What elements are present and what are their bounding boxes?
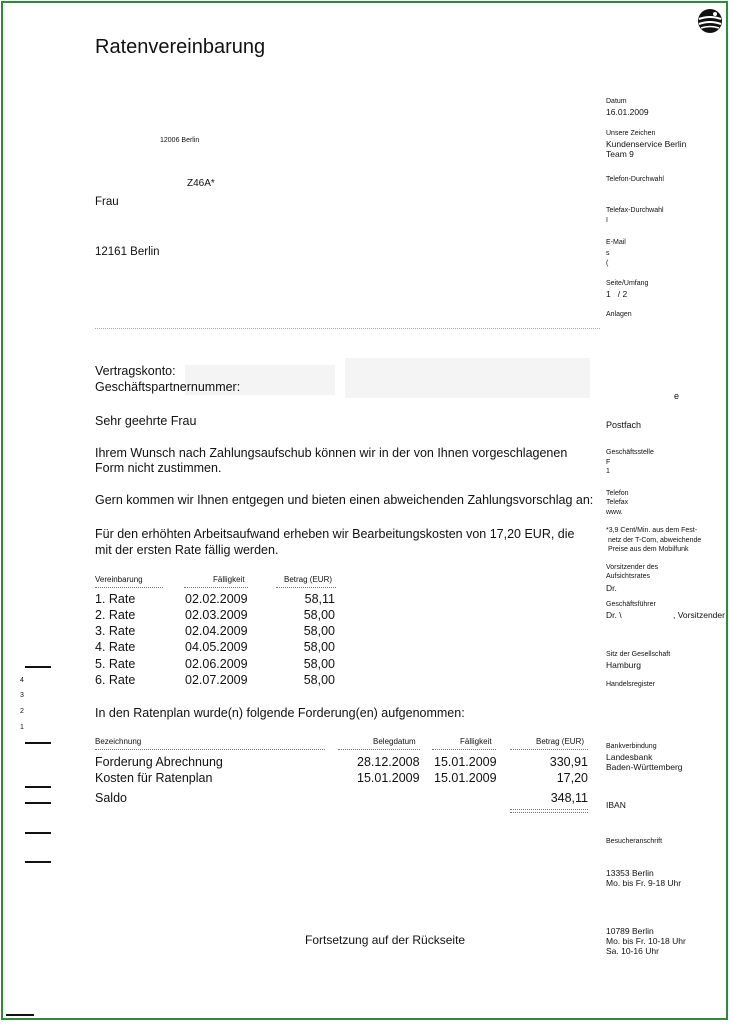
page-title: Ratenvereinbarung xyxy=(95,36,266,58)
paragraph-3-line-1: Für den erhöhten Arbeitsaufwand erheben wir Bearbeitungskosten von 17,20 EUR, die xyxy=(95,527,575,541)
rate-label: 2. Rate xyxy=(95,608,136,622)
claims-header-faelligkeit: Fälligkeit xyxy=(460,737,492,746)
geschaeftsstelle-value-2: 1 xyxy=(606,468,610,475)
www-line: www. xyxy=(606,509,623,516)
rates-header-rule xyxy=(95,587,163,588)
addr1-city: 13353 Berlin xyxy=(606,868,654,878)
cent-note-3: Preise aus dem Mobilfunk xyxy=(608,546,689,553)
seite-label: Seite/Umfang xyxy=(606,280,649,287)
gpnr-label: Geschäftspartnernummer: xyxy=(95,380,241,394)
header-separator xyxy=(95,328,600,329)
rates-header-betrag: Betrag (EUR) xyxy=(284,575,333,584)
margin-tick: 1 xyxy=(20,724,24,731)
company-logo-icon xyxy=(696,6,724,36)
gf-value-a: Dr. \ xyxy=(606,610,622,620)
telefon-line: Telefon xyxy=(606,490,629,497)
rate-amount: 58,00 xyxy=(303,657,335,671)
rate-date: 02.03.2009 xyxy=(185,608,248,622)
vorsitz-label-2: Aufsichtsrates xyxy=(606,573,650,580)
claim-faelligkeit: 15.01.2009 xyxy=(434,771,497,785)
recipient-city: 12161 Berlin xyxy=(95,246,160,258)
datum-label: Datum xyxy=(606,98,627,105)
reference-code: Z46A* xyxy=(187,178,215,189)
claim-description: Kosten für Ratenplan xyxy=(95,771,213,785)
claims-header-rule xyxy=(95,749,325,750)
claims-header-rule xyxy=(432,749,496,750)
telefax-line: Telefax xyxy=(606,499,629,506)
seite-value: 1 / 2 xyxy=(606,289,628,299)
telefon-label: Telefon-Durchwahl xyxy=(606,176,664,183)
fold-mark xyxy=(6,1014,34,1016)
claim-amount: 330,91 xyxy=(549,755,588,769)
claims-header-bezeichnung: Bezeichnung xyxy=(95,737,142,746)
paragraph-2: Gern kommen wir Ihnen entgegen und bieten einen abweichenden Zahlungsvorschlag an: xyxy=(95,493,594,507)
sitz-label: Sitz der Gesellschaft xyxy=(606,651,671,658)
rate-date: 02.07.2009 xyxy=(185,673,248,687)
rate-amount: 58,00 xyxy=(303,624,335,638)
vertragskonto-label: Vertragskonto: xyxy=(95,364,176,378)
claims-header-rule xyxy=(510,749,588,750)
margin-tick: 3 xyxy=(20,692,24,699)
paragraph-3-line-2: mit der ersten Rate fällig werden. xyxy=(95,543,279,557)
sidebar-fragment: e xyxy=(674,391,680,401)
email-label: E-Mail xyxy=(606,239,626,246)
vorsitz-label-1: Vorsitzender des xyxy=(606,564,659,571)
handelsregister-label: Handelsregister xyxy=(606,681,656,688)
claims-header-rule xyxy=(338,749,420,750)
gf-label: Geschäftsführer xyxy=(606,601,656,608)
rates-header-faelligkeit: Fälligkeit xyxy=(213,575,245,584)
claim-belegdatum: 15.01.2009 xyxy=(357,771,420,785)
zeichen-value-1: Kundenservice Berlin xyxy=(606,139,687,149)
claim-amount: 17,20 xyxy=(556,771,588,785)
claims-header-betrag: Betrag (EUR) xyxy=(536,737,585,746)
rate-amount: 58,00 xyxy=(303,673,335,687)
redacted-area xyxy=(345,358,590,398)
rate-label: 5. Rate xyxy=(95,657,136,671)
recipient-salutation: Frau xyxy=(95,196,119,208)
zeichen-value-2: Team 9 xyxy=(606,149,634,159)
paragraph-1-line-2: Form nicht zustimmen. xyxy=(95,461,222,475)
rate-label: 6. Rate xyxy=(95,673,136,687)
saldo-value: 348,11 xyxy=(550,791,588,805)
claim-description: Forderung Abrechnung xyxy=(95,755,223,769)
gf-value-b: , Vorsitzender xyxy=(673,610,725,620)
sitz-value: Hamburg xyxy=(606,660,641,670)
claim-belegdatum: 28.12.2008 xyxy=(357,755,420,769)
fold-mark xyxy=(25,861,51,863)
datum-value: 16.01.2009 xyxy=(606,107,649,117)
fold-mark xyxy=(25,802,51,804)
addr2-hours-1: Mo. bis Fr. 10-18 Uhr xyxy=(606,936,686,946)
fold-mark xyxy=(25,742,51,744)
fold-mark xyxy=(25,666,51,668)
rate-date: 04.05.2009 xyxy=(185,640,248,654)
rate-amount: 58,00 xyxy=(303,608,335,622)
addr1-hours: Mo. bis Fr. 9-18 Uhr xyxy=(606,878,682,888)
claims-header-belegdatum: Belegdatum xyxy=(373,737,416,746)
telefax-value: I xyxy=(606,217,608,224)
greeting: Sehr geehrte Frau xyxy=(95,414,197,428)
telefax-label: Telefax-Durchwahl xyxy=(606,207,664,214)
fold-mark xyxy=(25,832,51,834)
zeichen-label: Unsere Zeichen xyxy=(606,130,656,137)
postfach-label: Postfach xyxy=(606,420,642,430)
continuation-note: Fortsetzung auf der Rückseite xyxy=(305,933,466,947)
sender-line: 12006 Berlin xyxy=(160,137,200,144)
geschaeftsstelle-label: Geschäftsstelle xyxy=(606,449,654,456)
addr2-city: 10789 Berlin xyxy=(606,926,654,936)
margin-tick: 2 xyxy=(20,708,24,715)
rate-date: 02.02.2009 xyxy=(185,592,248,606)
margin-tick: 4 xyxy=(20,677,24,684)
vorsitz-value: Dr. xyxy=(606,583,617,593)
paragraph-1-line-1: Ihrem Wunsch nach Zahlungsaufschub können wir in der von Ihnen vorgeschlagenen xyxy=(95,446,568,460)
besucher-label: Besucheranschrift xyxy=(606,838,663,845)
rates-header-vereinbarung: Vereinbarung xyxy=(95,575,143,584)
email-value-1: s xyxy=(606,250,610,257)
rate-label: 4. Rate xyxy=(95,640,136,654)
anlagen-label: Anlagen xyxy=(606,311,632,318)
rates-header-rule xyxy=(276,587,336,588)
rates-header-rule xyxy=(184,587,248,588)
bank-label: Bankverbindung xyxy=(606,743,657,750)
rate-label: 3. Rate xyxy=(95,624,136,638)
rate-date: 02.04.2009 xyxy=(185,624,248,638)
iban-label: IBAN xyxy=(606,800,626,810)
rate-date: 02.06.2009 xyxy=(185,657,248,671)
addr2-hours-2: Sa. 10-16 Uhr xyxy=(606,946,659,956)
rate-amount: 58,11 xyxy=(304,592,335,606)
claim-faelligkeit: 15.01.2009 xyxy=(434,755,497,769)
fold-mark xyxy=(25,786,51,788)
saldo-underline xyxy=(510,809,588,810)
rate-label: 1. Rate xyxy=(95,592,136,606)
email-value-2: ( xyxy=(606,260,609,267)
saldo-label: Saldo xyxy=(95,791,127,805)
saldo-underline xyxy=(510,812,588,813)
cent-note-1: *3,9 Cent/Min. aus dem Fest- xyxy=(606,527,698,534)
bank-value-2: Baden-Württemberg xyxy=(606,762,683,772)
plan-intro: In den Ratenplan wurde(n) folgende Forderung(en) aufgenommen: xyxy=(95,706,465,720)
cent-note-2: netz der T-Com, abweichende xyxy=(608,537,702,544)
rate-amount: 58,00 xyxy=(303,640,335,654)
geschaeftsstelle-value-1: F xyxy=(606,459,611,466)
bank-value-1: Landesbank xyxy=(606,752,653,762)
